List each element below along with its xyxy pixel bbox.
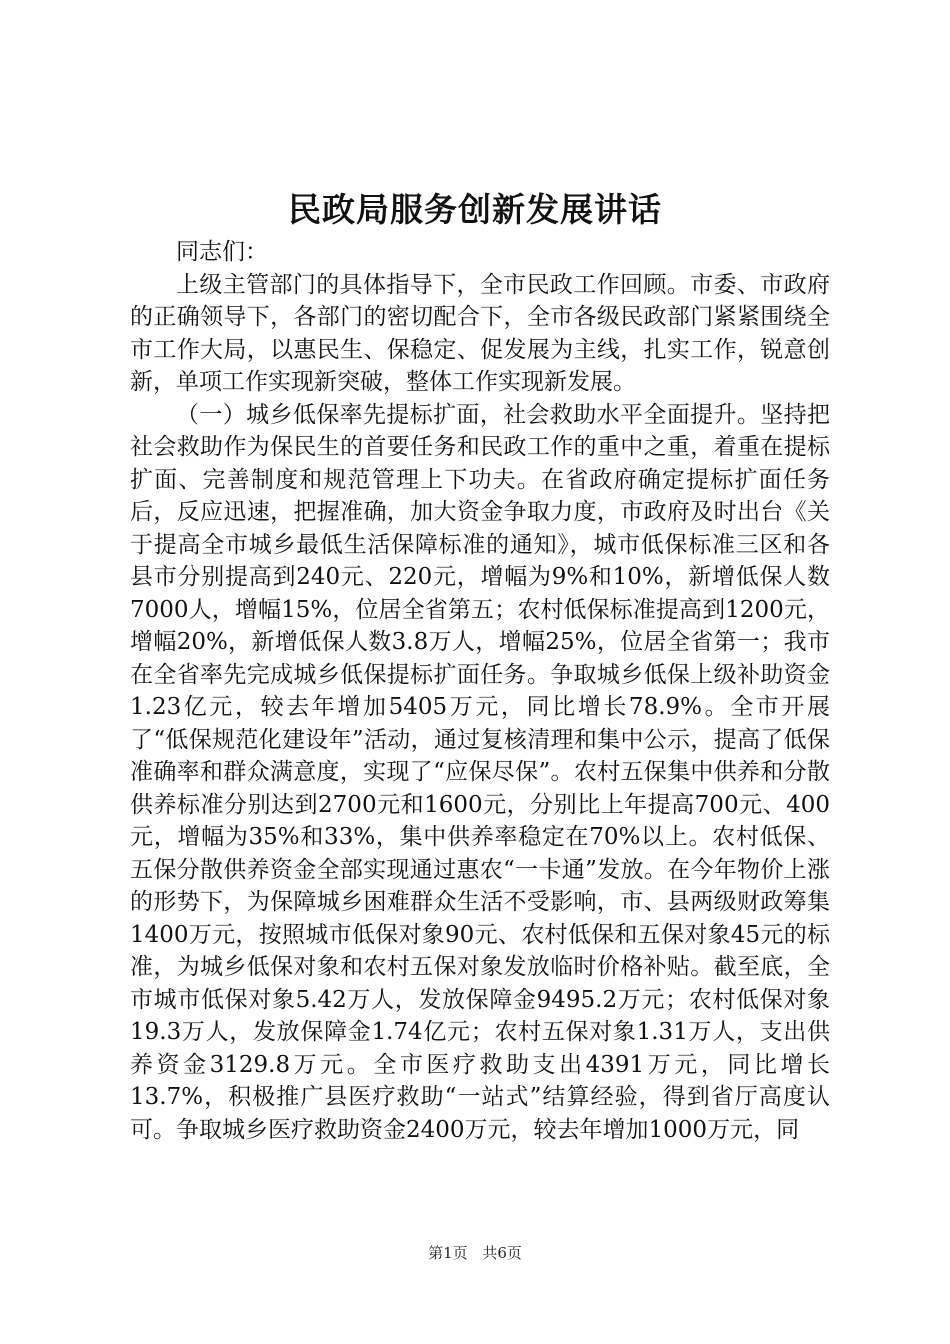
- document-body: [130, 236, 830, 1146]
- page-footer: [0, 1243, 950, 1263]
- page-total: 共6页: [482, 1244, 522, 1262]
- salutation: 同志们：: [176, 239, 268, 265]
- document-title: 民政局服务创新发展讲话: [288, 190, 662, 229]
- page-number: 第1页: [428, 1244, 468, 1262]
- paragraph-intro: 上级主管部门的具体指导下，全市民政工作回顾。市委、市政府的正确领导下，各部门的密切配合下，全市各级民政部门紧紧围绕全市工作大局，以惠民生、保稳定、促发展为主线，扎实工作，锐意创新，单项工作实现新突破，整体工作实现新发展。: [130, 271, 830, 395]
- paragraph-social-assistance: （一）城乡低保率先提标扩面，社会救助水平全面提升。坚持把社会救助作为保民生的首要任务和民政工作的重中之重，着重在提标扩面、完善制度和规范管理上下功夫。在省政府确定提标扩面任务后，反应迅速，把握准确，加大资金争取力度，市政府及时出台《关于提高全市城乡最低生活保障标准的通知》，城市低保标准三区和各县市分别提高到240元、220元，增幅为9%和10%，新增低保人数7000人，增幅15%，位居全省第五；农村低保标准提高到1200元，增幅20%，新增低保人数3.8万人，增幅25%，位居全省第一；我市在全省率先完成城乡低保提标扩面任务。争取城乡低保上级补助资金1.23亿元，较去年增加5405万元，同比增长78.9%。全市开展了“低保规范化建设年”活动，通过复核清理和集中公示，提高了低保准确率和群众满意度，实现了“应保尽保”。农村五保集中供养和分散供养标准分别达到2700元和1600元，分别比上年提高700元、400元，增幅为35%和33%，集中供养率稳定在70%以上。农村低保、五保分散供养资金全部实现通过惠农“一卡通”发放。在今年物价上涨的形势下，为保障城乡困难群众生活不受影响，市、县两级财政筹集1400万元，按照城市低保对象90元、农村低保和五保对象45元的标准，为城乡低保对象和农村五保对象发放临时价格补贴。截至底，全市城市低保对象5.42万人，发放保障金9495.2万元；农村低保对象19.3万人，发放保障金1.74亿元；农村五保对象1.31万人，支出供养资金3129.8万元。全市医疗救助支出4391万元，同比增长13.7%，积极推广县医疗救助“一站式”结算经验，得到省厅高度认可。争取城乡医疗救助资金2400万元，较去年增加1000万元，同: [130, 401, 830, 1143]
